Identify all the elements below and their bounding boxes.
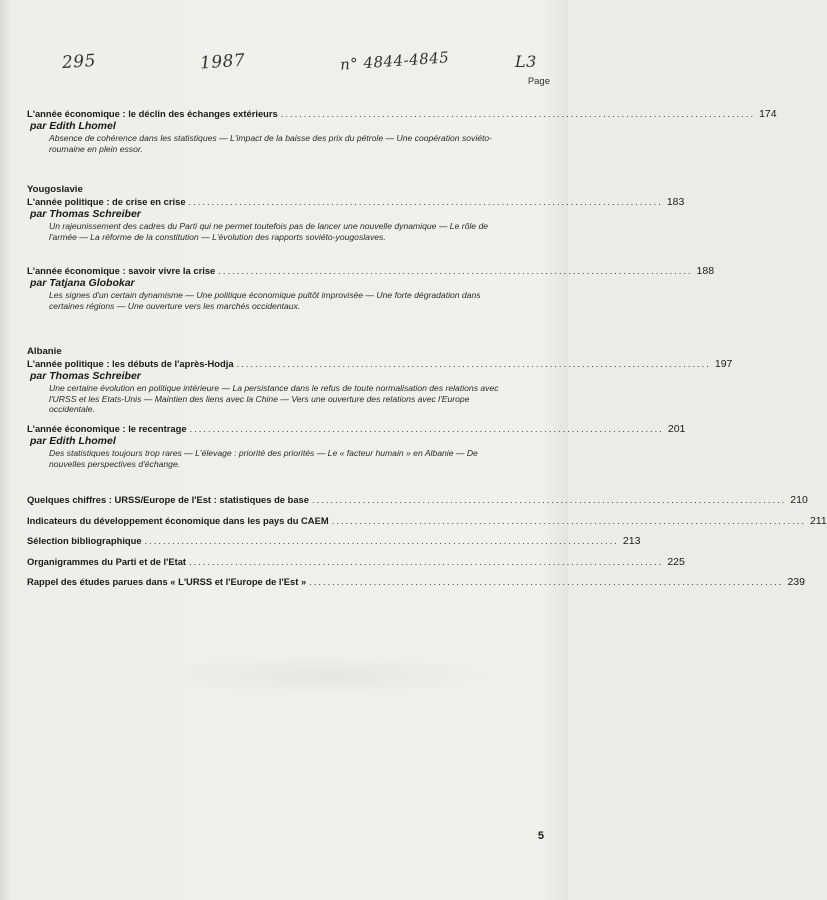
toc-entry-title-row <box>27 423 686 435</box>
appendix-item-title: Sélection bibliographique <box>27 535 142 546</box>
section-heading-albanie: Albanie <box>27 346 62 357</box>
leader-dots: ....................................................................................................... <box>189 423 664 434</box>
page-number: 5 <box>537 830 544 842</box>
appendix-item <box>27 494 808 506</box>
toc-entry-title: L'année économique : le recentrage <box>27 423 187 434</box>
appendix-item-title: Organigrammes du Parti et de l'Etat <box>27 555 187 567</box>
appendix-item-page: 211 <box>809 514 827 527</box>
toc-entry-title-row <box>27 265 715 277</box>
toc-entry-page: 174 <box>759 108 777 120</box>
toc-entry-title: L'année politique : les débuts de l'après-Hodja <box>27 358 234 369</box>
toc-entry-summary: Des statistiques toujours trop rares — L'élevage : priorité des priorités — Le « facteur humain » en Albanie — De nouvelles perspectives d'échange. <box>49 448 478 469</box>
leader-dots: ....................................................................................................... <box>312 494 787 505</box>
toc-entry <box>27 108 777 154</box>
toc-entry-page: 197 <box>714 358 733 370</box>
toc-entry-title-row <box>27 108 777 120</box>
leader-dots: ....................................................................................................... <box>309 576 784 587</box>
leader-dots: ....................................................................................................... <box>188 196 663 207</box>
appendix-item-page: 225 <box>667 555 685 568</box>
leader-dots: ....................................................................................................... <box>218 265 693 276</box>
leader-dots: ....................................................................................................... <box>236 358 711 369</box>
leader-dots: ....................................................................................................... <box>189 555 664 567</box>
appendix-item-title: Quelques chiffres : URSS/Europe de l'Est : statistiques de base <box>27 494 309 505</box>
appendix-item <box>27 576 805 588</box>
appendix-item-page: 213 <box>622 535 641 547</box>
toc-entry-page: 201 <box>667 423 686 435</box>
appendix-item-title: Indicateurs du développement économique dans les pays du CAEM <box>27 514 329 526</box>
leader-dots: ....................................................................................................... <box>144 535 619 546</box>
toc-entry <box>27 358 733 415</box>
toc-entry-author: par Edith Lhomel <box>30 120 116 132</box>
section-heading-yougoslavie: Yougoslavie <box>27 184 83 195</box>
toc-entry-summary: Un rajeunissement des cadres du Parti qui ne permet toutefois pas de lancer une nouvelle dynamique — Le rôle de l'armée — La réforme de la constitution — L'évolution des rapports soviéto-yougoslaves. <box>49 221 489 242</box>
appendix-item-page: 210 <box>790 494 808 506</box>
toc-entry <box>27 423 686 469</box>
handwritten-issue: n° 4844-4845 <box>339 48 450 74</box>
leader-dots: ....................................................................................................... <box>331 514 806 526</box>
toc-entry-summary: Une certaine évolution en politique intérieure — La persistance dans le refus de toute normalisation des relations avec l'URSS et les Etats-Unis — Maintien des liens avec la Chine — Vers une ouverture des relations avec l'Europe occidentale. <box>49 383 499 414</box>
page-column-header: Page <box>527 76 550 87</box>
appendix-item-page: 239 <box>787 576 805 588</box>
leader-dots: ....................................................................................................... <box>280 108 756 119</box>
scan-smudge <box>140 655 520 695</box>
toc-entry-author: par Tatjana Globokar <box>30 277 135 289</box>
appendix-item <box>27 514 827 527</box>
toc-entry-title: L'année économique : le déclin des échanges extérieurs <box>27 108 278 119</box>
toc-entry-page: 188 <box>696 265 715 277</box>
toc-entry-author: par Thomas Schreiber <box>30 208 141 220</box>
toc-entry <box>27 265 715 311</box>
handwritten-number: 295 <box>61 50 97 74</box>
toc-entry-title: L'année politique : de crise en crise <box>27 196 186 207</box>
handwritten-code: L3 <box>515 52 537 71</box>
toc-entry <box>27 196 685 242</box>
toc-entry-summary: Les signes d'un certain dynamisme — Une politique économique pultôt improvisée — Une forte dégradation dans certaines régions — Une ouverture vers les marchés occidentaux. <box>49 290 481 311</box>
appendix-item-title: Rappel des études parues dans « L'URSS et l'Europe de l'Est » <box>27 576 307 587</box>
appendix-item <box>27 555 685 568</box>
handwritten-year: 1987 <box>199 50 246 74</box>
toc-entry-title-row <box>27 196 685 208</box>
toc-entry-author: par Thomas Schreiber <box>30 370 141 382</box>
toc-entry-summary: Absence de cohérence dans les statistiques — L'impact de la baisse des prix du pétrole — Une coopération soviéto-roumaine en plein essor. <box>49 133 493 154</box>
appendix-list <box>27 494 827 597</box>
toc-entry-title-row <box>27 358 733 370</box>
appendix-item <box>27 535 641 547</box>
toc-entry-page: 183 <box>666 196 685 208</box>
toc-entry-author: par Edith Lhomel <box>30 435 116 447</box>
toc-entry-title: L'année économique : savoir vivre la crise <box>27 265 216 276</box>
